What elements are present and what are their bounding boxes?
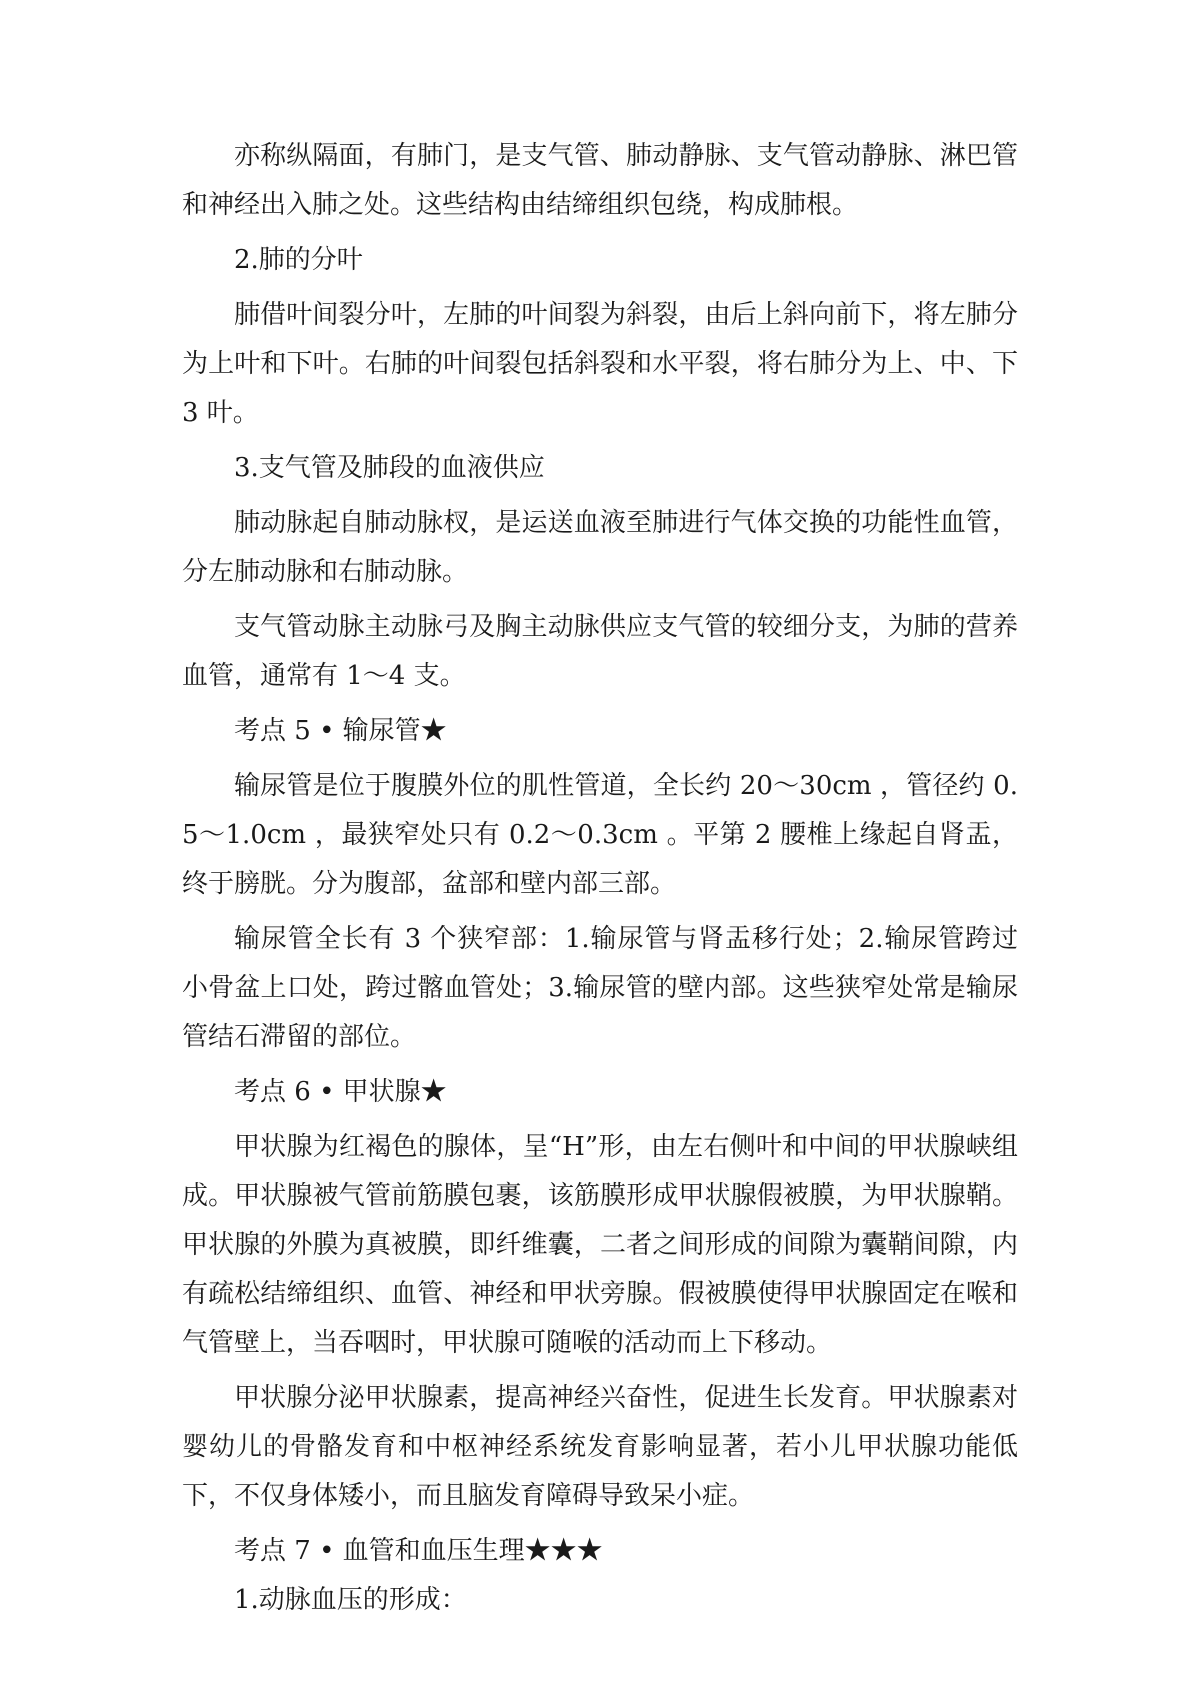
heading-bronchial-blood-supply: 3.支气管及肺段的血液供应 [234, 453, 545, 483]
paragraph-ureter-narrowings: 输尿管全长有 3 个狭窄部：1.输尿管与肾盂移行处；2.输尿管跨过小骨盆上口处，跨过髂血管处；3.输尿管的壁内部。这些狭窄处常是输尿管结石滞留的部位。 [182, 924, 1018, 1052]
document-page [182, 132, 1018, 1625]
paragraph-lung-hilum: 亦称纵隔面，有肺门，是支气管、肺动静脉、支气管动静脉、淋巴管和神经出入肺之处。这些结构由结缔组织包绕，构成肺根。 [182, 141, 1018, 220]
paragraph-ureter-description: 输尿管是位于腹膜外位的肌性管道，全长约 20～30cm ，管径约 0.5～1.0cm ，最狭窄处只有 0.2～0.3cm 。平第 2 腰椎上缘起自肾盂，终于膀胱。分为腹部，盆部和壁内部三部。 [182, 771, 1018, 899]
heading-arterial-pressure-formation: 1.动脉血压的形成： [234, 1585, 467, 1615]
heading-thyroid: 考点 6 • 甲状腺★ [234, 1077, 447, 1107]
paragraph-thyroid-function: 甲状腺分泌甲状腺素，提高神经兴奋性，促进生长发育。甲状腺素对婴幼儿的骨骼发育和中枢神经系统发育影响显著，若小儿甲状腺功能低下，不仅身体矮小，而且脑发育障碍导致呆小症。 [182, 1383, 1018, 1511]
heading-ureter: 考点 5 • 输尿管★ [234, 716, 447, 746]
paragraph-pulmonary-artery: 肺动脉起自肺动脉杈，是运送血液至肺进行气体交换的功能性血管，分左肺动脉和右肺动脉。 [182, 508, 1018, 587]
paragraph-bronchial-artery: 支气管动脉主动脉弓及胸主动脉供应支气管的较细分支，为肺的营养血管，通常有 1～4 支。 [182, 612, 1018, 691]
heading-blood-pressure: 考点 7 • 血管和血压生理★★★ [234, 1536, 603, 1566]
heading-lung-lobes: 2.肺的分叶 [234, 245, 363, 275]
paragraph-lung-lobes: 肺借叶间裂分叶，左肺的叶间裂为斜裂，由后上斜向前下，将左肺分为上叶和下叶。右肺的叶间裂包括斜裂和水平裂，将右肺分为上、中、下 3 叶。 [182, 300, 1018, 428]
paragraph-thyroid-structure: 甲状腺为红褐色的腺体，呈“H”形，由左右侧叶和中间的甲状腺峡组成。甲状腺被气管前筋膜包裹，该筋膜形成甲状腺假被膜，为甲状腺鞘。甲状腺的外膜为真被膜，即纤维囊，二者之间形成的间隙为囊鞘间隙，内有疏松结缔组织、血管、神经和甲状旁腺。假被膜使得甲状腺固定在喉和气管壁上，当吞咽时，甲状腺可随喉的活动而上下移动。 [182, 1132, 1018, 1358]
